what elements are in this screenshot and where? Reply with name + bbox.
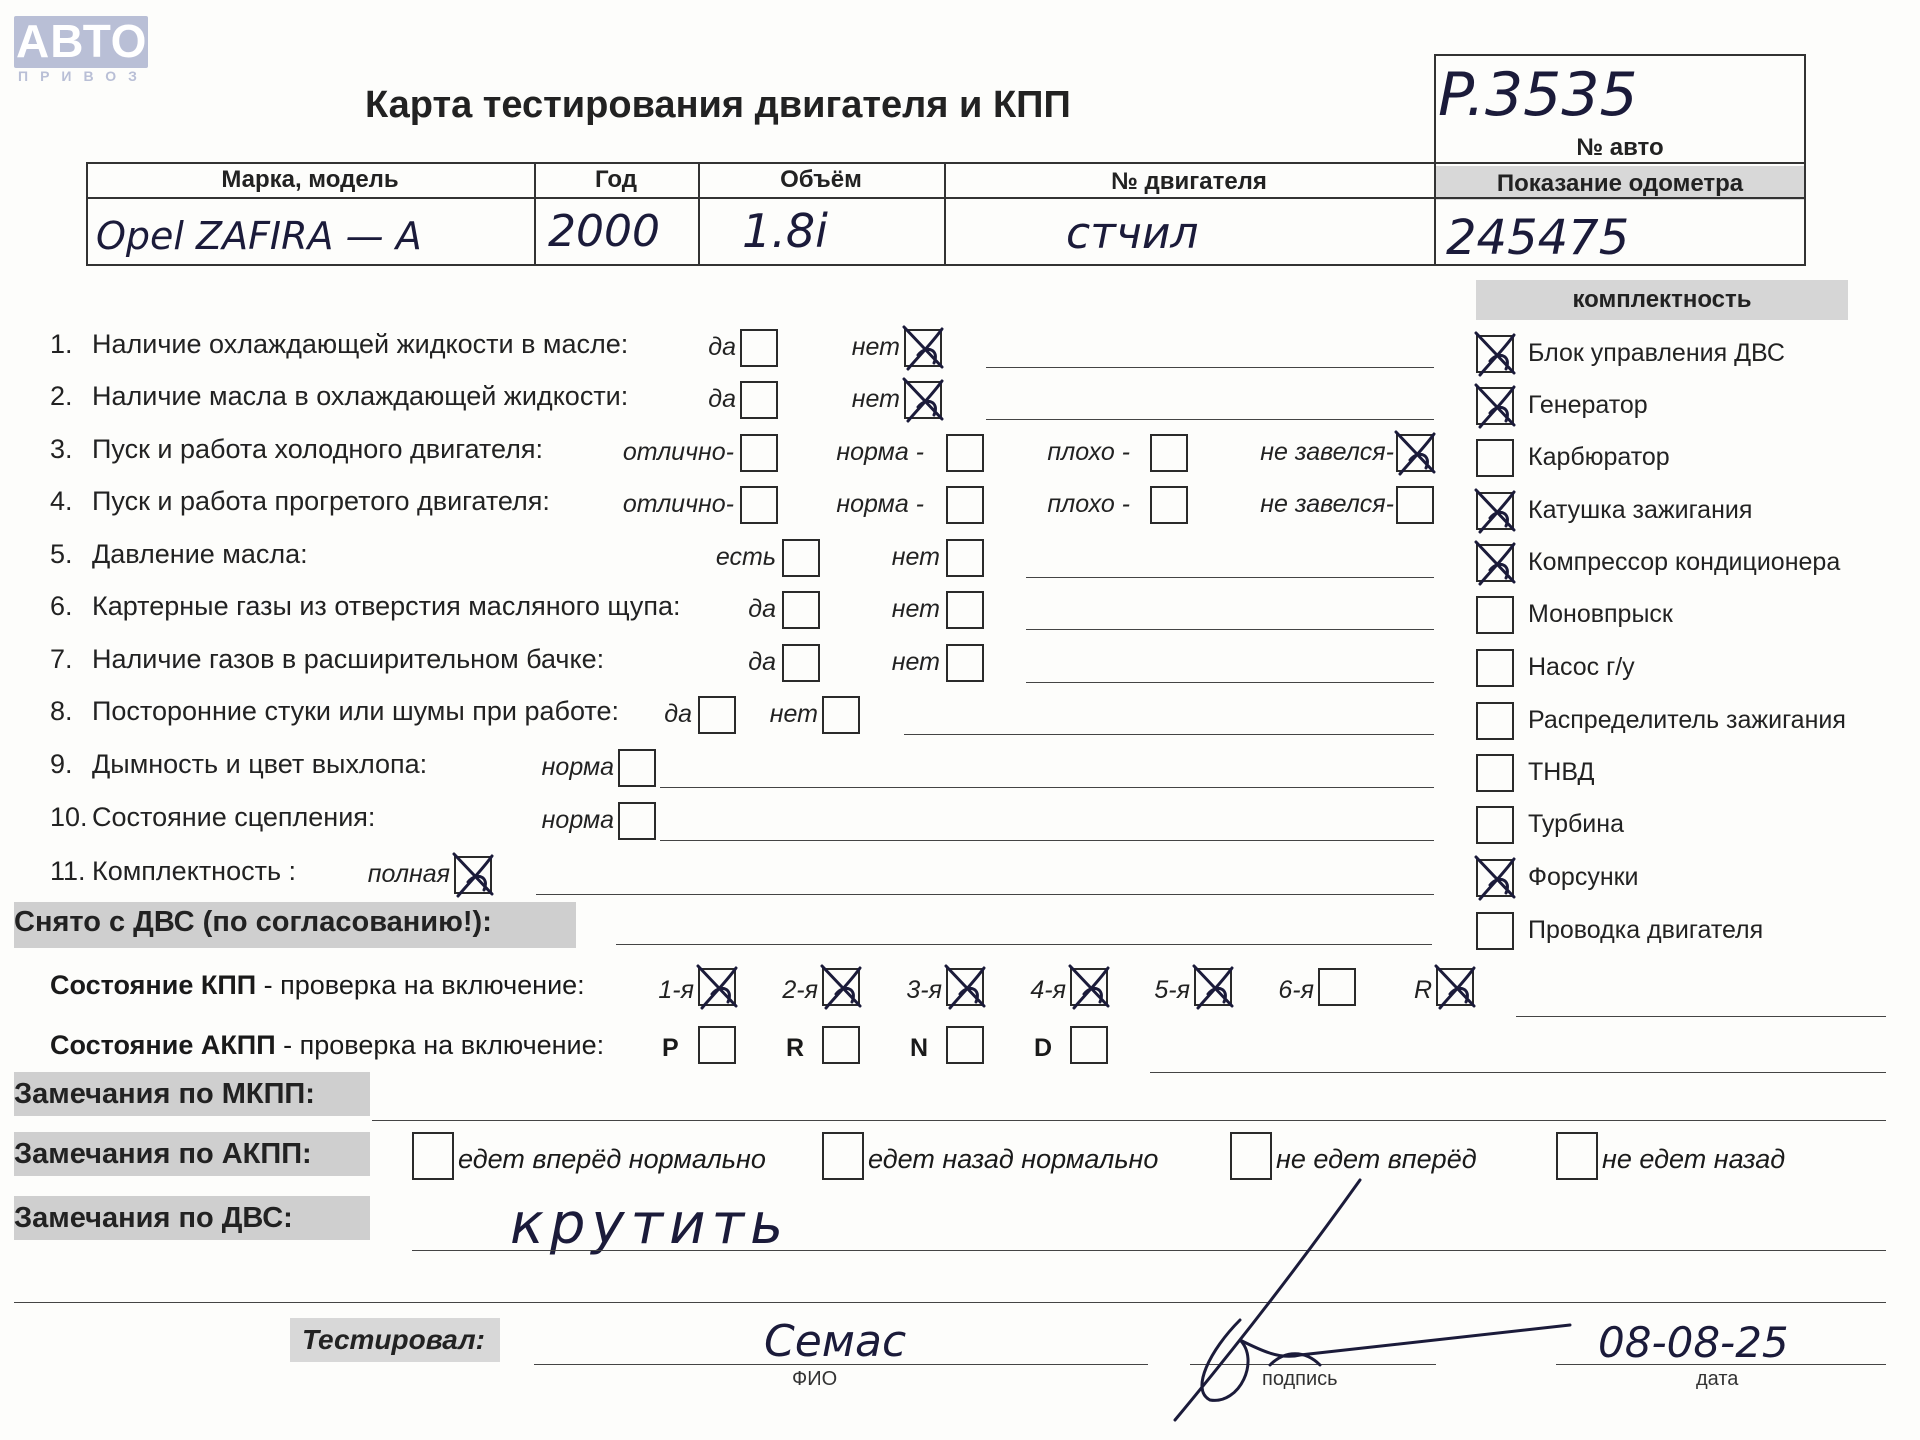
question-number: 4. [50,486,73,516]
dvs-remarks-label: Замечания по ДВС: [14,1202,293,1234]
completeness-item-label: Насос г/у [1528,653,1635,681]
option-label: да [708,385,736,413]
option-label: норма [541,806,614,834]
option-label: нет [891,543,940,571]
kpp-gear-checkbox[interactable] [822,968,860,1006]
option-label: не завелся- [1260,490,1394,518]
option-label: норма - [836,438,924,466]
akpp-label-rest: - проверка на включение: [275,1030,605,1060]
option-checkbox[interactable] [698,696,736,734]
kpp-gear-checkbox[interactable] [1070,968,1108,1006]
completeness-checkbox[interactable] [1476,649,1514,687]
option-checkbox[interactable] [946,591,984,629]
kpp-gear-checkbox[interactable] [698,968,736,1006]
option-checkbox[interactable] [454,856,492,894]
option-checkbox[interactable] [740,329,778,367]
date-value: 08-08-25 [1598,1318,1789,1367]
question-number: 11. [50,856,86,886]
completeness-checkbox[interactable] [1476,912,1514,950]
tested-label: Тестировал: [302,1324,485,1355]
option-label: плохо - [1047,490,1130,518]
akpp-line [1150,1072,1886,1073]
answer-line [986,367,1434,368]
completeness-item-label: Моновпрыск [1528,600,1673,628]
akpp-remarks-label: Замечания по АКПП: [14,1138,312,1170]
engine-value: стчил [1066,208,1199,259]
option-label: нет [891,648,940,676]
option-label: нет [891,595,940,623]
option-checkbox[interactable] [618,749,656,787]
akpp-remark-checkbox[interactable] [1230,1132,1272,1180]
akpp-remark-label: едет вперёд нормально [458,1144,766,1174]
kpp-label [50,970,585,1001]
dvs-remarks-value: крутить [510,1192,790,1257]
answer-line [536,894,1434,895]
akpp-gear-checkbox[interactable] [822,1026,860,1064]
question-text: Наличие охлаждающей жидкости в масле: [92,329,629,359]
kpp-gear-label: R [1413,976,1432,1004]
completeness-title: комплектность [1572,286,1752,313]
extra-line [14,1302,1886,1303]
signature [1170,1150,1590,1430]
kpp-gear-label: 4-я [1030,976,1066,1004]
completeness-checkbox[interactable] [1476,387,1514,425]
option-label: да [748,595,776,623]
removed-line [616,944,1432,945]
question-text: Наличие масла в охлаждающей жидкости: [92,381,629,411]
completeness-item-label: Генератор [1528,391,1648,419]
completeness-item-label: Турбина [1528,810,1624,838]
question-number: 3. [50,434,73,464]
sign-label: подпись [1262,1368,1338,1390]
akpp-gear-label: R [786,1034,805,1062]
question-number: 6. [50,591,73,621]
page-title: Карта тестирования двигателя и КПП [365,84,1071,126]
odometer-value: 245475 [1446,210,1630,266]
answer-line [660,840,1434,841]
option-checkbox[interactable] [782,644,820,682]
avto-number-label: № авто [1576,134,1664,161]
akpp-label-bold: Состояние АКПП [50,1030,276,1060]
kpp-gear-checkbox[interactable] [1318,968,1356,1006]
option-label: нет [851,333,900,361]
option-checkbox[interactable] [946,486,984,524]
answer-line [660,787,1434,788]
option-checkbox[interactable] [740,381,778,419]
akpp-remark-label: не едет назад [1602,1144,1786,1174]
option-label: плохо - [1047,438,1130,466]
kpp-label-rest: - проверка на включение: [256,970,585,1000]
answer-line [1026,629,1434,630]
logo-text: АВТО [16,15,148,67]
make-value: Opel ZAFIRA — A [96,214,422,258]
question-number: 8. [50,696,73,726]
option-label: нет [769,700,818,728]
completeness-checkbox[interactable] [1476,335,1514,373]
mkpp-remarks-label: Замечания по МКПП: [14,1078,315,1110]
akpp-gear-label: P [662,1034,679,1062]
option-checkbox[interactable] [904,381,942,419]
option-label: отлично- [622,490,734,518]
question-number: 1. [50,329,73,359]
fio-label: ФИО [792,1368,838,1390]
completeness-checkbox[interactable] [1476,596,1514,634]
question-text: Пуск и работа прогретого двигателя: [92,486,550,516]
akpp-gear-checkbox[interactable] [1070,1026,1108,1064]
akpp-remark-checkbox[interactable] [1556,1132,1598,1180]
question-text: Состояние сцепления: [92,802,376,832]
dvs-line [412,1250,1886,1251]
akpp-gear-label: D [1034,1034,1053,1062]
year-value: 2000 [548,206,660,257]
option-label: да [708,333,736,361]
option-checkbox[interactable] [782,539,820,577]
question-text: Картерные газы из отверстия масляного щупа: [92,591,681,621]
akpp-remark-label: едет назад нормально [868,1144,1159,1174]
option-checkbox[interactable] [1150,434,1188,472]
option-checkbox[interactable] [782,591,820,629]
completeness-checkbox[interactable] [1476,492,1514,530]
engine-label: № двигателя [1111,168,1267,195]
akpp-remark-checkbox[interactable] [822,1132,864,1180]
option-label: норма - [836,490,924,518]
completeness-checkbox[interactable] [1476,859,1514,897]
completeness-item-label: Катушка зажигания [1528,496,1753,524]
completeness-item-label: Блок управления ДВС [1528,339,1785,367]
kpp-gear-label: 2-я [782,976,818,1004]
completeness-checkbox[interactable] [1476,806,1514,844]
option-checkbox[interactable] [1396,434,1434,472]
logo-subtext: ПРИВОЗ [18,68,149,84]
fio-value: Семас [764,1316,907,1367]
akpp-remark-checkbox[interactable] [412,1132,454,1180]
option-checkbox[interactable] [946,434,984,472]
option-checkbox[interactable] [946,539,984,577]
kpp-gear-label: 3-я [906,976,942,1004]
option-checkbox[interactable] [946,644,984,682]
avto-number-value: P.3535 [1438,60,1638,130]
option-label: полная [367,860,450,888]
akpp-remark-label: не едет вперёд [1276,1144,1477,1174]
option-label: да [748,648,776,676]
completeness-checkbox[interactable] [1476,702,1514,740]
kpp-gear-checkbox[interactable] [1194,968,1232,1006]
option-checkbox[interactable] [904,329,942,367]
option-label: нет [851,385,900,413]
question-number: 5. [50,539,73,569]
option-checkbox[interactable] [740,486,778,524]
akpp-label [50,1030,604,1061]
kpp-gear-checkbox[interactable] [1436,968,1474,1006]
question-text: Комплектность : [92,856,297,886]
volume-label: Объём [780,166,862,193]
completeness-checkbox[interactable] [1476,754,1514,792]
answer-line [1026,682,1434,683]
question-number: 7. [50,644,73,674]
question-number: 9. [50,749,73,779]
kpp-line [1516,1016,1886,1017]
question-text: Дымность и цвет выхлопа: [92,749,428,779]
sign-line [1190,1364,1436,1365]
removed-label: Снято с ДВС (по согласованию!): [14,906,492,938]
option-checkbox[interactable] [618,802,656,840]
kpp-gear-label: 6-я [1278,976,1314,1004]
volume-value: 1.8i [742,204,828,258]
kpp-gear-checkbox[interactable] [946,968,984,1006]
question-text: Посторонние стуки или шумы при работе: [92,696,619,726]
option-checkbox[interactable] [822,696,860,734]
option-checkbox[interactable] [1150,486,1188,524]
option-label: не завелся- [1260,438,1394,466]
answer-line [904,734,1434,735]
question-number: 10. [50,802,88,832]
completeness-item-label: Распределитель зажигания [1528,706,1846,734]
date-label: дата [1696,1368,1739,1390]
mkpp-line [372,1120,1886,1121]
option-label: есть [715,543,776,571]
option-checkbox[interactable] [1396,486,1434,524]
question-text: Пуск и работа холодного двигателя: [92,434,543,464]
completeness-checkbox[interactable] [1476,544,1514,582]
answer-line [986,419,1434,420]
option-checkbox[interactable] [740,434,778,472]
kpp-gear-label: 5-я [1154,976,1190,1004]
kpp-gear-label: 1-я [658,976,694,1004]
odometer-label: Показание одометра [1496,170,1744,197]
question-text: Наличие газов в расширительном бачке: [92,644,605,674]
completeness-item-label: ТНВД [1528,758,1595,786]
completeness-item-label: Компрессор кондиционера [1528,548,1841,576]
option-label: да [664,700,692,728]
option-label: норма [541,753,614,781]
akpp-gear-label: N [910,1034,929,1062]
question-number: 2. [50,381,73,411]
completeness-item-label: Проводка двигателя [1528,916,1764,944]
kpp-label-bold: Состояние КПП [50,970,257,1000]
year-label: Год [595,166,637,193]
option-label: отлично- [622,438,734,466]
question-text: Давление масла: [92,539,308,569]
completeness-checkbox[interactable] [1476,439,1514,477]
akpp-gear-checkbox[interactable] [698,1026,736,1064]
completeness-item-label: Форсунки [1528,863,1639,891]
akpp-gear-checkbox[interactable] [946,1026,984,1064]
answer-line [1026,577,1434,578]
completeness-item-label: Карбюратор [1528,443,1670,471]
make-label: Марка, модель [221,166,399,193]
